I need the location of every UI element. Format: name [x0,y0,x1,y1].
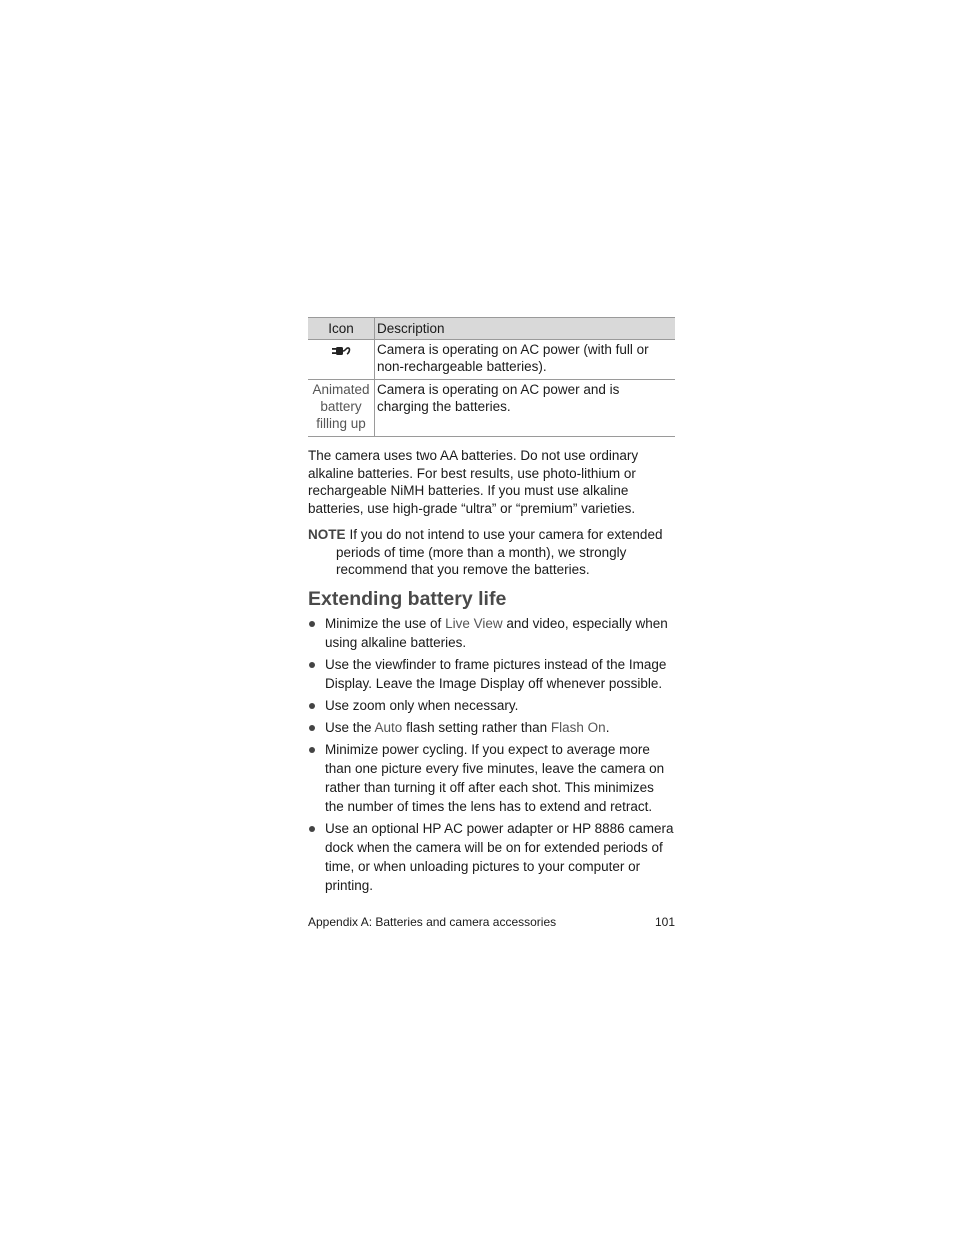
list-item [308,614,675,652]
table-header-row [308,318,675,340]
header-description: Description [375,318,676,340]
note-label: NOTE [308,527,346,542]
icon-description-table [308,317,675,437]
table-cell-icon-text: Animated battery filling up [308,380,375,437]
list-item-text: . [605,719,610,735]
page-footer [308,915,675,929]
list-item: Minimize power cycling. If you expect to average more than one picture every five minutes, leave the camera on rather than turning it off after each shot. This minimizes the number of times the lens has to extend and retract. [308,740,675,816]
ac-plug-icon [331,344,351,358]
note-text: If you do not intend to use your camera for extended periods of time (more than a month), we strongly recommend that you remove the batteries. [336,527,663,577]
tips-list [308,614,675,895]
list-item-text: Use the [325,719,375,735]
footer-chapter: Appendix A: Batteries and camera accessories [308,915,557,929]
ui-term-flash-on: Flash On [550,719,606,735]
page-content [308,317,675,898]
list-item-text: Minimize the use of [325,615,446,631]
header-icon: Icon [308,318,375,340]
ui-term-auto: Auto [374,719,403,735]
table-cell-description: Camera is operating on AC power (with full or non-rechargeable batteries). [375,340,676,380]
list-item: Use the viewfinder to frame pictures instead of the Image Display. Leave the Image Display off whenever possible. [308,655,675,693]
list-item-text: flash setting rather than [402,719,551,735]
note-paragraph [308,526,675,579]
table-row [308,380,675,437]
intro-paragraph: The camera uses two AA batteries. Do not use ordinary alkaline batteries. For best results, use photo-lithium or rechargeable NiMH batteries. If you must use alkaline batteries, use high-grade “ultra” or “premium” varieties. [308,448,639,516]
list-item [308,718,675,737]
list-item-text: and video, especially when using alkaline batteries. [325,615,668,650]
table-cell-description: Camera is operating on AC power and is charging the batteries. [375,380,676,437]
page-number: 101 [654,915,675,929]
section-title: Extending battery life [308,587,507,610]
list-item: Use an optional HP AC power adapter or HP 8886 camera dock when the camera will be on for extended periods of time, or when unloading pictures to your computer or printing. [308,819,675,895]
table-row [308,340,675,380]
list-item: Use zoom only when necessary. [308,696,675,715]
ui-term-live-view: Live View [445,615,503,631]
table-cell-icon [308,340,375,380]
